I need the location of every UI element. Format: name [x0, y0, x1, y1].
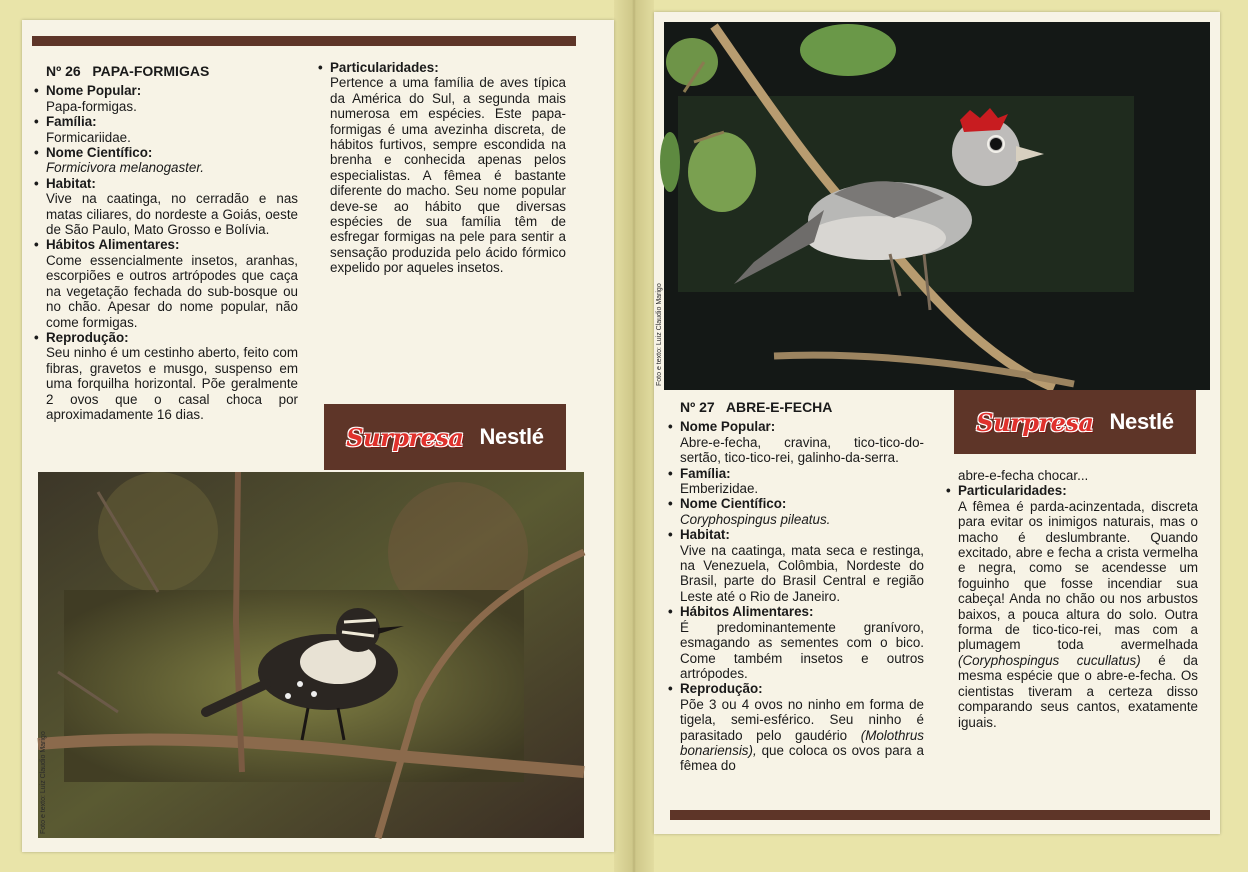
value-particular: Pertence a uma família de aves típica da América do Sul, a segunda mais numerosa em espécies. Este papa-formigas é uma avezinha discreta, de hábitos furtivos, sempre escondida na brenha e conhecida apenas pelos especialistas. A fêmea é bastante diferente do macho. Seu nome popular deve-se ao hábito que diversas espécies de sua família têm de esfregar formigas na pele para sentir a sensação produzida pelo ácido fórmico expelido por aqueles insetos.: [330, 75, 566, 276]
surpresa-logo: Surpresa: [976, 407, 1094, 437]
label-popular: • Nome Popular:: [668, 419, 924, 434]
particular-text-end: é da mesma espécie que o abre-e-fecha. Os cientistas tiveram a certeza disso comparando seus cantos, exatamente iguais.: [958, 652, 1198, 730]
value-habitat: Vive na caatinga, no cerradão e nas matas ciliares, do nordeste a Goiás, oeste de São Paulo, Mato Grosso e Bolívia.: [46, 191, 298, 238]
card-number: Nº 27: [680, 399, 715, 415]
card-name: PAPA-FORMIGAS: [92, 63, 210, 79]
surpresa-logo: Surpresa: [346, 422, 464, 452]
label-family: • Família:: [34, 114, 298, 129]
card-name: ABRE-E-FECHA: [725, 399, 833, 415]
papa-formigas-photo: [38, 472, 584, 838]
label-habits: • Hábitos Alimentares:: [668, 604, 924, 619]
reproduction-text-end: que coloca os ovos para a fêmea do: [680, 742, 924, 774]
surpresa-nestle-logo: [324, 404, 566, 470]
book-gutter: [614, 0, 654, 872]
label-popular: • Nome Popular:: [34, 83, 298, 98]
reproduction-species: (Molothrus bonariensis),: [680, 727, 924, 758]
value-reproduction: Seu ninho é um cestinho aberto, feito com fibras, gravetos e musgo, suspenso em uma forquilha horizontal. Põe geralmente 2 ovos que o casal choca por aproximadamente 16 dias.: [46, 345, 298, 422]
value-family: Emberizidae.: [680, 481, 759, 497]
nestle-logo: Nestlé: [479, 424, 544, 449]
value-scientific: Formicivora melanogaster.: [46, 160, 205, 176]
value-habits: Come essencialmente insetos, aranhas, escorpiões e outros artrópodes que caça na vegetação fechada do sub-bosque ou no chão. Apesar do nome popular, não come formigas.: [46, 252, 298, 330]
photo-credit: Foto e texto: Luiz Claudio Marigo: [656, 283, 663, 386]
bottom-rule: [670, 810, 1210, 820]
right-text-column-1: [680, 400, 924, 774]
value-particular: [958, 499, 1198, 730]
card-number: Nº 26: [46, 63, 81, 79]
continued-text: abre-e-fecha chocar...: [958, 468, 1089, 483]
label-family: • Família:: [668, 466, 924, 481]
abre-e-fecha-photo: [656, 22, 1210, 390]
label-scientific: • Nome Científico:: [668, 496, 924, 511]
label-habits: • Hábitos Alimentares:: [34, 237, 298, 252]
value-habitat: Vive na caatinga, mata seca e restinga, na Venezuela, Colômbia, Nordeste do Brasil, parte do Brasil Central e região Leste até o Rio de Janeiro.: [680, 542, 924, 604]
nestle-logo: Nestlé: [1109, 409, 1174, 434]
label-scientific: • Nome Científico:: [34, 145, 298, 160]
left-page: [22, 20, 614, 852]
surpresa-nestle-logo: [954, 390, 1196, 454]
value-family: Formicariidae.: [46, 129, 131, 145]
value-habits: É predominantemente granívoro, esmagando as sementes com o bico. Come também insetos e outros artrópodes.: [680, 619, 924, 681]
left-text-column-1: [46, 64, 298, 422]
value-popular: Abre-e-fecha, cravina, tico-tico-do-sertão, tico-tico-rei, galinho-da-serra.: [680, 434, 924, 466]
label-reproduction: • Reprodução:: [668, 681, 924, 696]
label-particular: • Particularidades:: [318, 60, 566, 75]
left-text-column-2: [330, 60, 566, 276]
right-text-column-2: [958, 468, 1198, 730]
value-reproduction: [680, 697, 924, 774]
reproduction-text: Põe 3 ou 4 ovos no ninho em forma de tigela, semi-esférico. Seu ninho é parasitado pelo gaudério: [680, 696, 924, 743]
label-habitat: • Habitat:: [34, 176, 298, 191]
particular-species: (Coryphospingus cucullatus): [958, 652, 1141, 668]
top-rule: [32, 36, 576, 46]
bird-on-branch-illustration: [38, 472, 584, 838]
particular-text: A fêmea é parda-acinzentada, discreta para evitar os inimigos naturais, mas o macho é deslumbrante. Quando excitado, abre e fecha a crista vermelha e negra, como se acendesse um foguinho que fosse incendiar sua cabeça! Anda no chão ou nos arbustos baixos, a pouca altura do solo. Outra forma de tico-tico-rei, mas com a plumagem toda avermelhada: [958, 498, 1198, 653]
label-habitat: • Habitat:: [668, 527, 924, 542]
card-title: [46, 64, 298, 79]
card-title: [680, 400, 924, 415]
label-reproduction: • Reprodução:: [34, 330, 298, 345]
value-scientific: Coryphospingus pileatus.: [680, 511, 831, 527]
photo-credit: Foto e texto: Luiz Claudio Marigo: [40, 731, 47, 834]
value-popular: Papa-formigas.: [46, 98, 137, 114]
right-page: [654, 12, 1220, 834]
crested-bird-illustration: [664, 22, 1210, 390]
label-particular: • Particularidades:: [946, 483, 1198, 498]
